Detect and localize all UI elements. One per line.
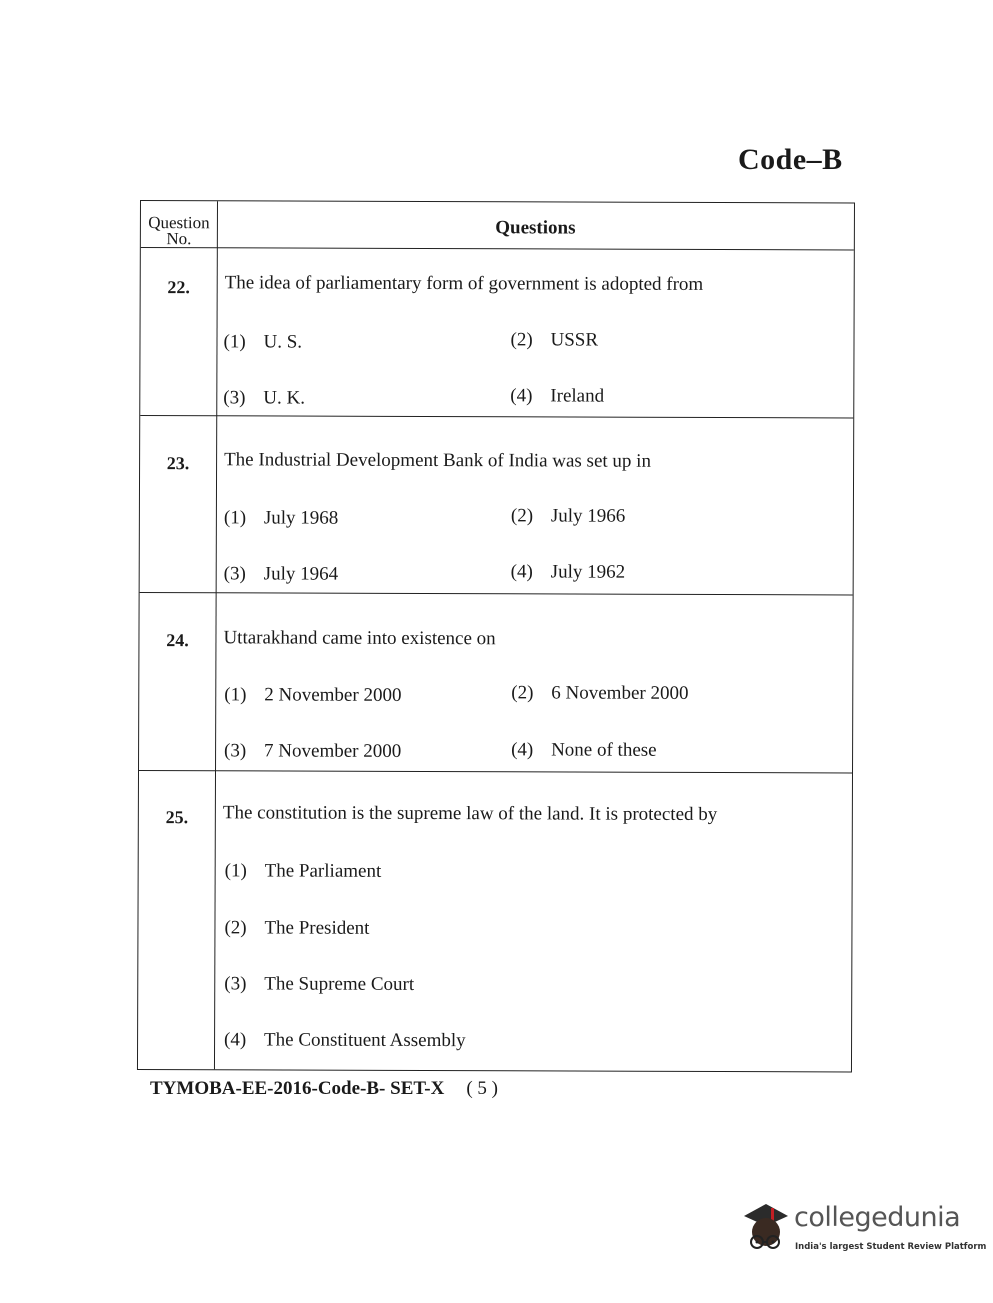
question-row: [139, 592, 853, 773]
option-number: (3): [224, 740, 247, 762]
option-number: (2): [510, 505, 534, 527]
option-number: (3): [223, 563, 246, 585]
option-number: (4): [510, 385, 533, 407]
question-number: 22.: [167, 277, 190, 298]
option: [223, 387, 305, 409]
collegedunia-watermark: [738, 1198, 987, 1262]
question-text: Uttarakhand came into existence on: [223, 627, 496, 650]
option-text: July 1966: [550, 505, 626, 527]
brand-tagline: India's largest Student Review Platform: [795, 1242, 987, 1252]
footer-code: TYMOBA-EE-2016-Code-B- SET-X: [150, 1078, 445, 1099]
question-number: 25.: [165, 807, 189, 828]
question-no-header: [141, 201, 217, 247]
question-row: [140, 247, 854, 418]
option: [223, 331, 302, 353]
paper-code: Code–B: [738, 143, 843, 176]
option-number: (1): [224, 684, 247, 706]
option-number: (3): [223, 387, 246, 409]
option-text: USSR: [550, 329, 599, 351]
option-text: 6 November 2000: [551, 682, 689, 704]
option-text: None of these: [551, 739, 657, 761]
option: [224, 740, 401, 763]
option-number: (2): [224, 917, 247, 939]
option: [224, 507, 339, 529]
option: [224, 1029, 466, 1052]
option: [511, 739, 657, 762]
option-text: The Parliament: [264, 860, 382, 882]
questions-table: [137, 200, 855, 1072]
question-no-header-line2: No.: [166, 229, 192, 249]
option-number: (4): [511, 739, 534, 761]
option-text: U. K.: [263, 387, 306, 409]
option-text: The Constituent Assembly: [264, 1029, 466, 1052]
option-text: July 1962: [550, 561, 626, 583]
option: [511, 682, 688, 705]
option-number: (1): [223, 507, 247, 529]
option-number: (1): [224, 860, 247, 882]
option-number: (4): [224, 1029, 247, 1051]
option: [224, 917, 369, 940]
question-row: [138, 770, 852, 1072]
option: [224, 563, 339, 585]
questions-header: Questions: [495, 217, 576, 239]
option-text: 2 November 2000: [264, 684, 402, 706]
page-footer: [150, 1078, 498, 1100]
option-number: (3): [224, 973, 247, 995]
option-text: Ireland: [550, 385, 605, 407]
question-text: The constitution is the supreme law of the land. It is protected by: [222, 802, 718, 826]
question-row: [140, 415, 854, 595]
option: [224, 684, 401, 707]
option-number: (4): [510, 561, 533, 583]
option-text: 7 November 2000: [264, 740, 402, 762]
question-text: The idea of parliamentary form of government is adopted from: [224, 272, 704, 295]
question-no-header-line1: Question: [148, 213, 210, 233]
option: [511, 505, 626, 527]
question-number: 23.: [166, 453, 190, 474]
option-text: The President: [264, 917, 370, 939]
mascot-icon: [738, 1198, 794, 1260]
option: [225, 860, 382, 883]
option: [510, 385, 604, 407]
option-text: The Supreme Court: [264, 973, 415, 995]
question-text: The Industrial Development Bank of India was set up in: [224, 449, 652, 472]
option-number: (2): [510, 329, 533, 351]
brand-name: collegedunia: [794, 1202, 961, 1233]
option-number: (2): [511, 682, 534, 704]
question-number: 24.: [166, 630, 189, 651]
option: [510, 329, 598, 351]
option: [224, 973, 414, 996]
page-number: ( 5 ): [466, 1078, 498, 1099]
option: [511, 561, 626, 583]
option-text: U. S.: [263, 331, 303, 353]
option-text: July 1968: [263, 507, 339, 529]
table-header: [141, 201, 854, 250]
option-text: July 1964: [263, 563, 339, 585]
option-number: (1): [223, 331, 246, 353]
